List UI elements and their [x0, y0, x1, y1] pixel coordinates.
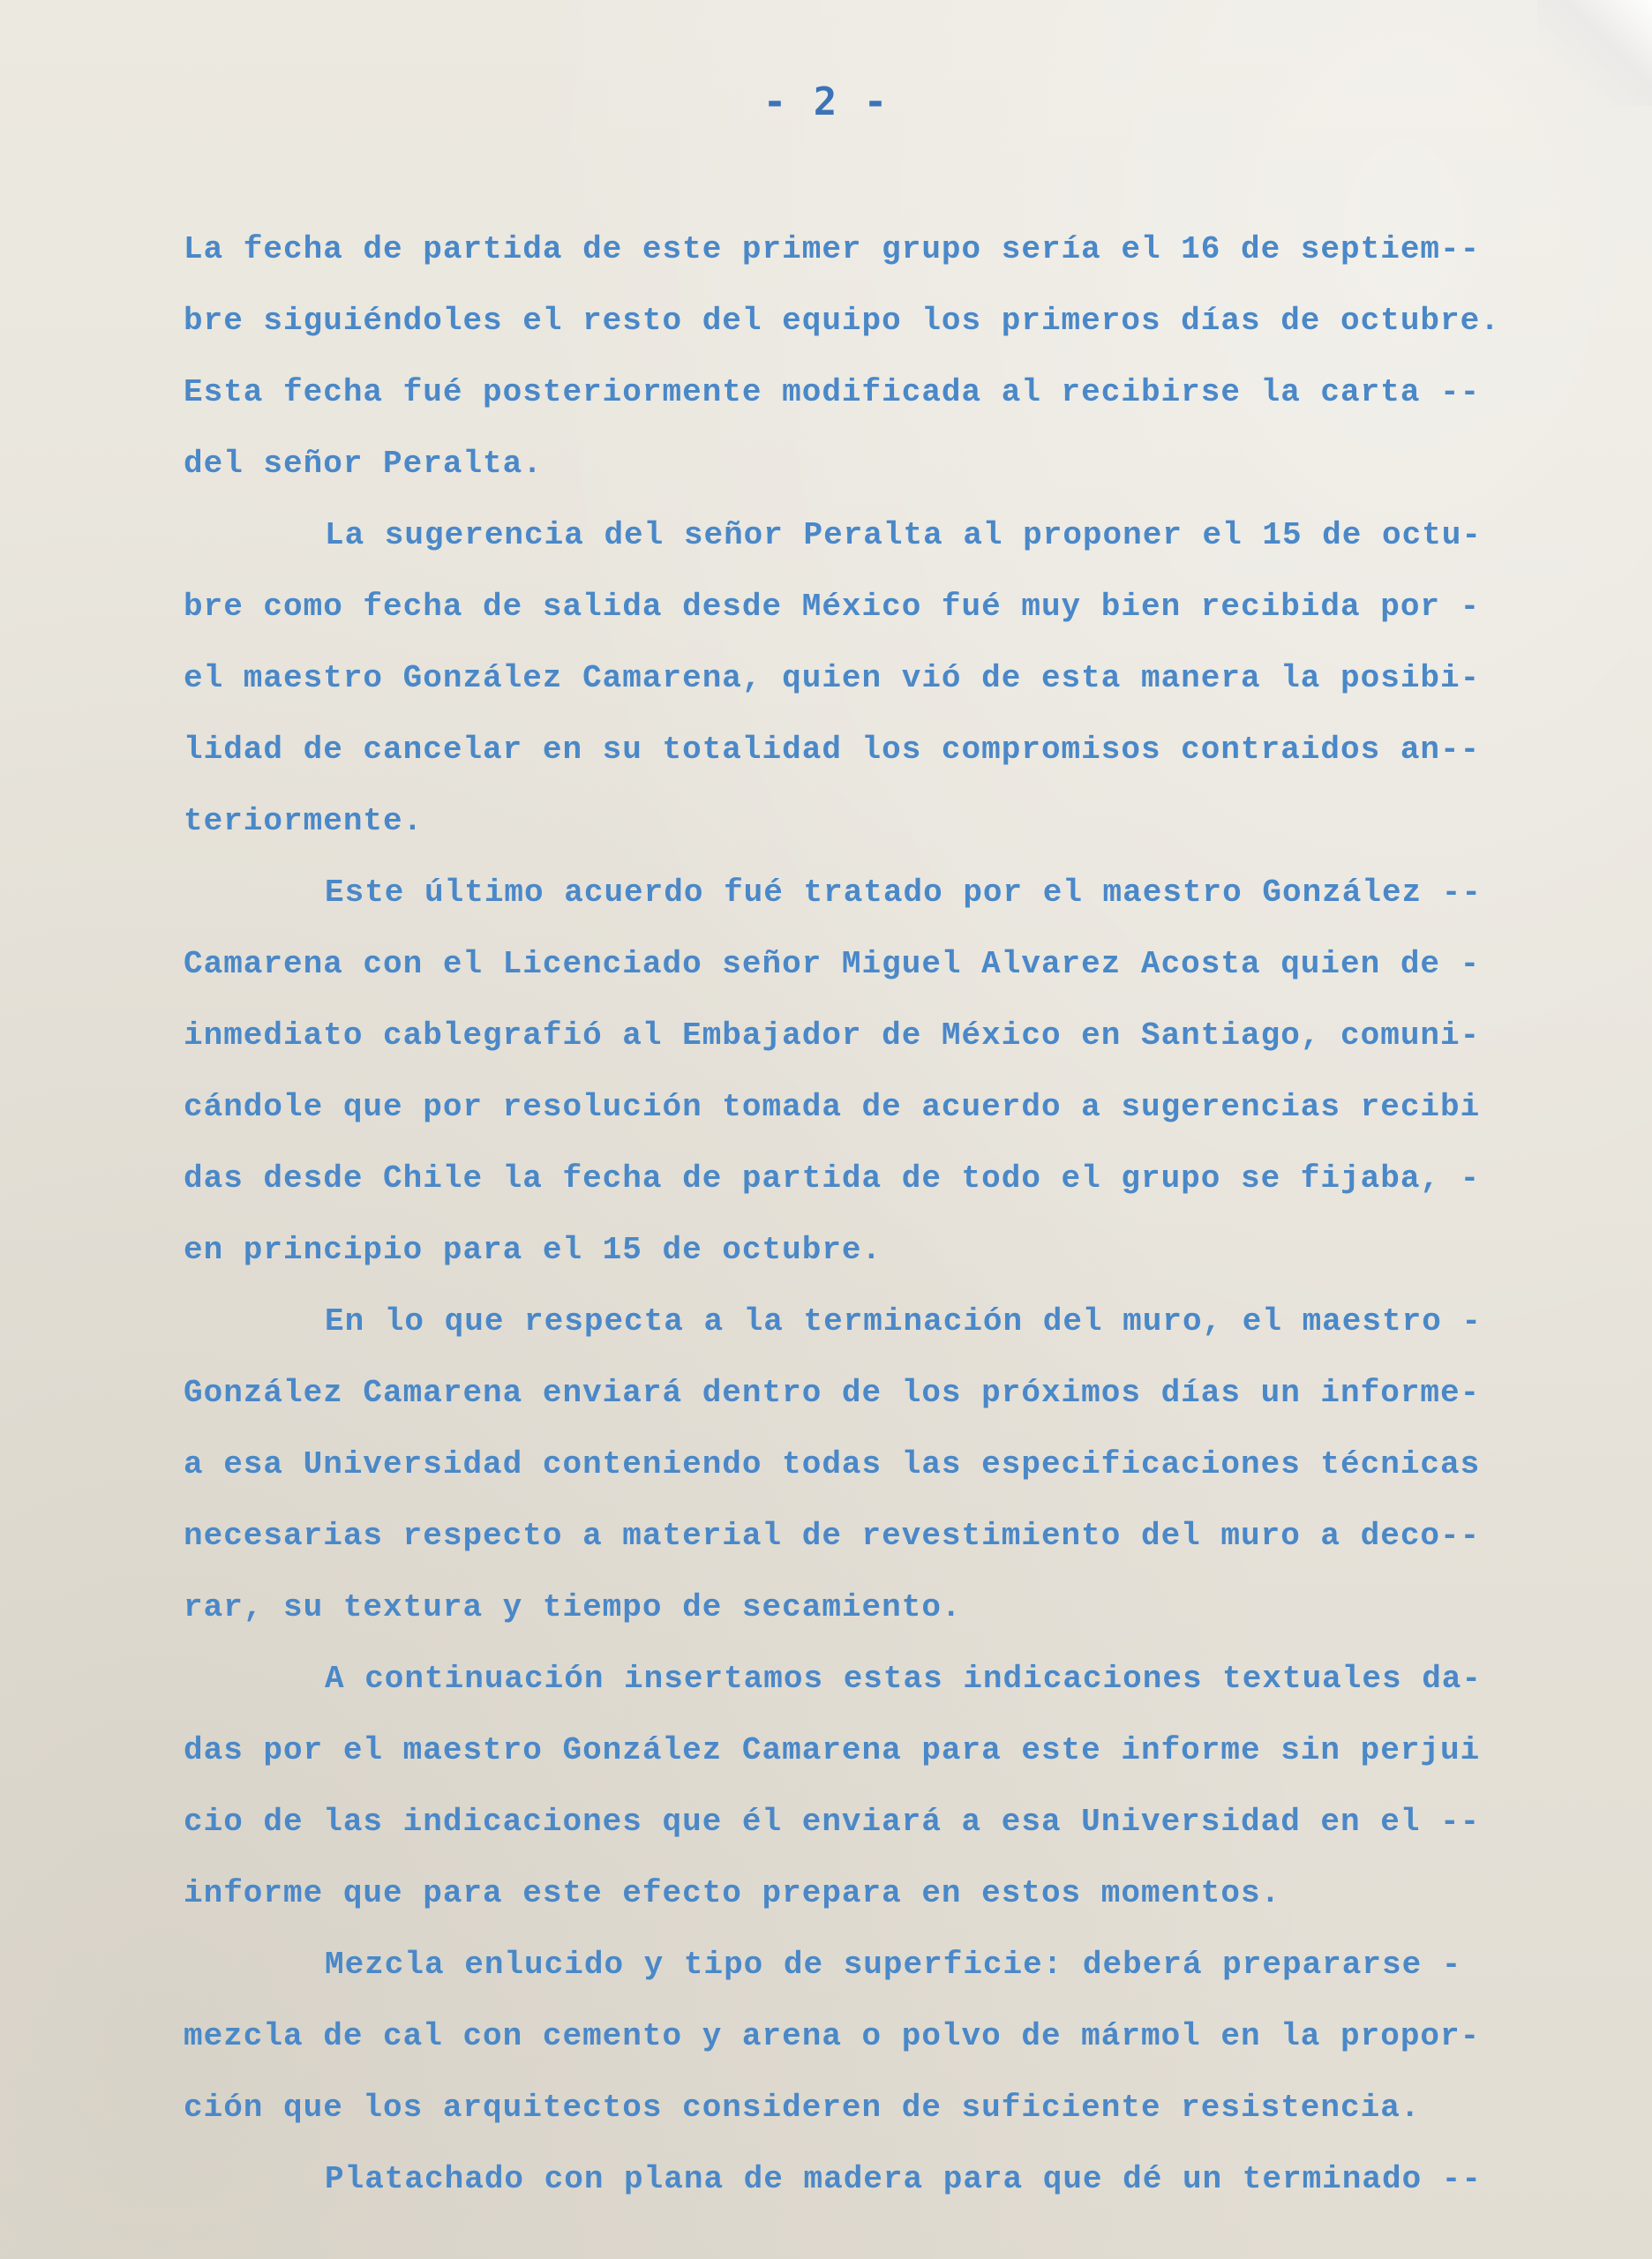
text-line: teriormente. [184, 803, 424, 839]
text-line: Este último acuerdo fué tratado por el maestro González -- [325, 874, 1483, 911]
text-line: rar, su textura y tiempo de secamiento. [184, 1589, 962, 1625]
page-number: - 2 - [762, 79, 890, 124]
text-line: lidad de cancelar en su totalidad los compromisos contraidos an-- [184, 732, 1481, 768]
text-line: Camarena con el Licenciado señor Miguel Alvarez Acosta quien de - [184, 946, 1481, 982]
text-line: ción que los arquitectos consideren de suficiente resistencia. [184, 2090, 1421, 2126]
text-line: el maestro González Camarena, quien vió de esta manera la posibi- [184, 660, 1481, 696]
text-line: bre como fecha de salida desde México fué muy bien recibida por - [184, 589, 1481, 625]
text-line: das por el maestro González Camarena para este informe sin perjui [184, 1732, 1481, 1768]
text-line: informe que para este efecto prepara en estos momentos. [184, 1875, 1281, 1911]
text-line: bre siguiéndoles el resto del equipo los primeros días de octubre. [184, 303, 1500, 339]
text-line: González Camarena enviará dentro de los próximos días un informe- [184, 1375, 1481, 1411]
text-line: del señor Peralta. [184, 446, 543, 482]
text-line: a esa Universidad conteniendo todas las especificaciones técnicas [184, 1446, 1481, 1482]
text-line: La sugerencia del señor Peralta al proponer el 15 de octu- [325, 517, 1483, 553]
text-line: Platachado con plana de madera para que dé un terminado -- [325, 2161, 1483, 2197]
text-line: A continuación insertamos estas indicaciones textuales da- [325, 1661, 1483, 1697]
text-line: cándole que por resolución tomada de acuerdo a sugerencias recibi [184, 1089, 1481, 1125]
text-line: necesarias respecto a material de revestimiento del muro a deco-- [184, 1518, 1481, 1554]
text-line: en principio para el 15 de octubre. [184, 1232, 882, 1268]
text-line: das desde Chile la fecha de partida de todo el grupo se fijaba, - [184, 1160, 1481, 1197]
text-line: inmediato cablegrafió al Embajador de México en Santiago, comuni- [184, 1017, 1481, 1054]
text-line: Esta fecha fué posteriormente modificada al recibirse la carta -- [184, 374, 1481, 410]
text-line: mezcla de cal con cemento y arena o polvo de mármol en la propor- [184, 2018, 1481, 2054]
text-line: La fecha de partida de este primer grupo sería el 16 de septiem-- [184, 231, 1481, 267]
text-line: cio de las indicaciones que él enviará a esa Universidad en el -- [184, 1804, 1481, 1840]
text-line: En lo que respecta a la terminación del muro, el maestro - [325, 1303, 1483, 1340]
typed-body-text [184, 214, 1560, 2215]
text-line: Mezcla enlucido y tipo de superficie: deberá prepararse - [325, 1947, 1462, 1983]
